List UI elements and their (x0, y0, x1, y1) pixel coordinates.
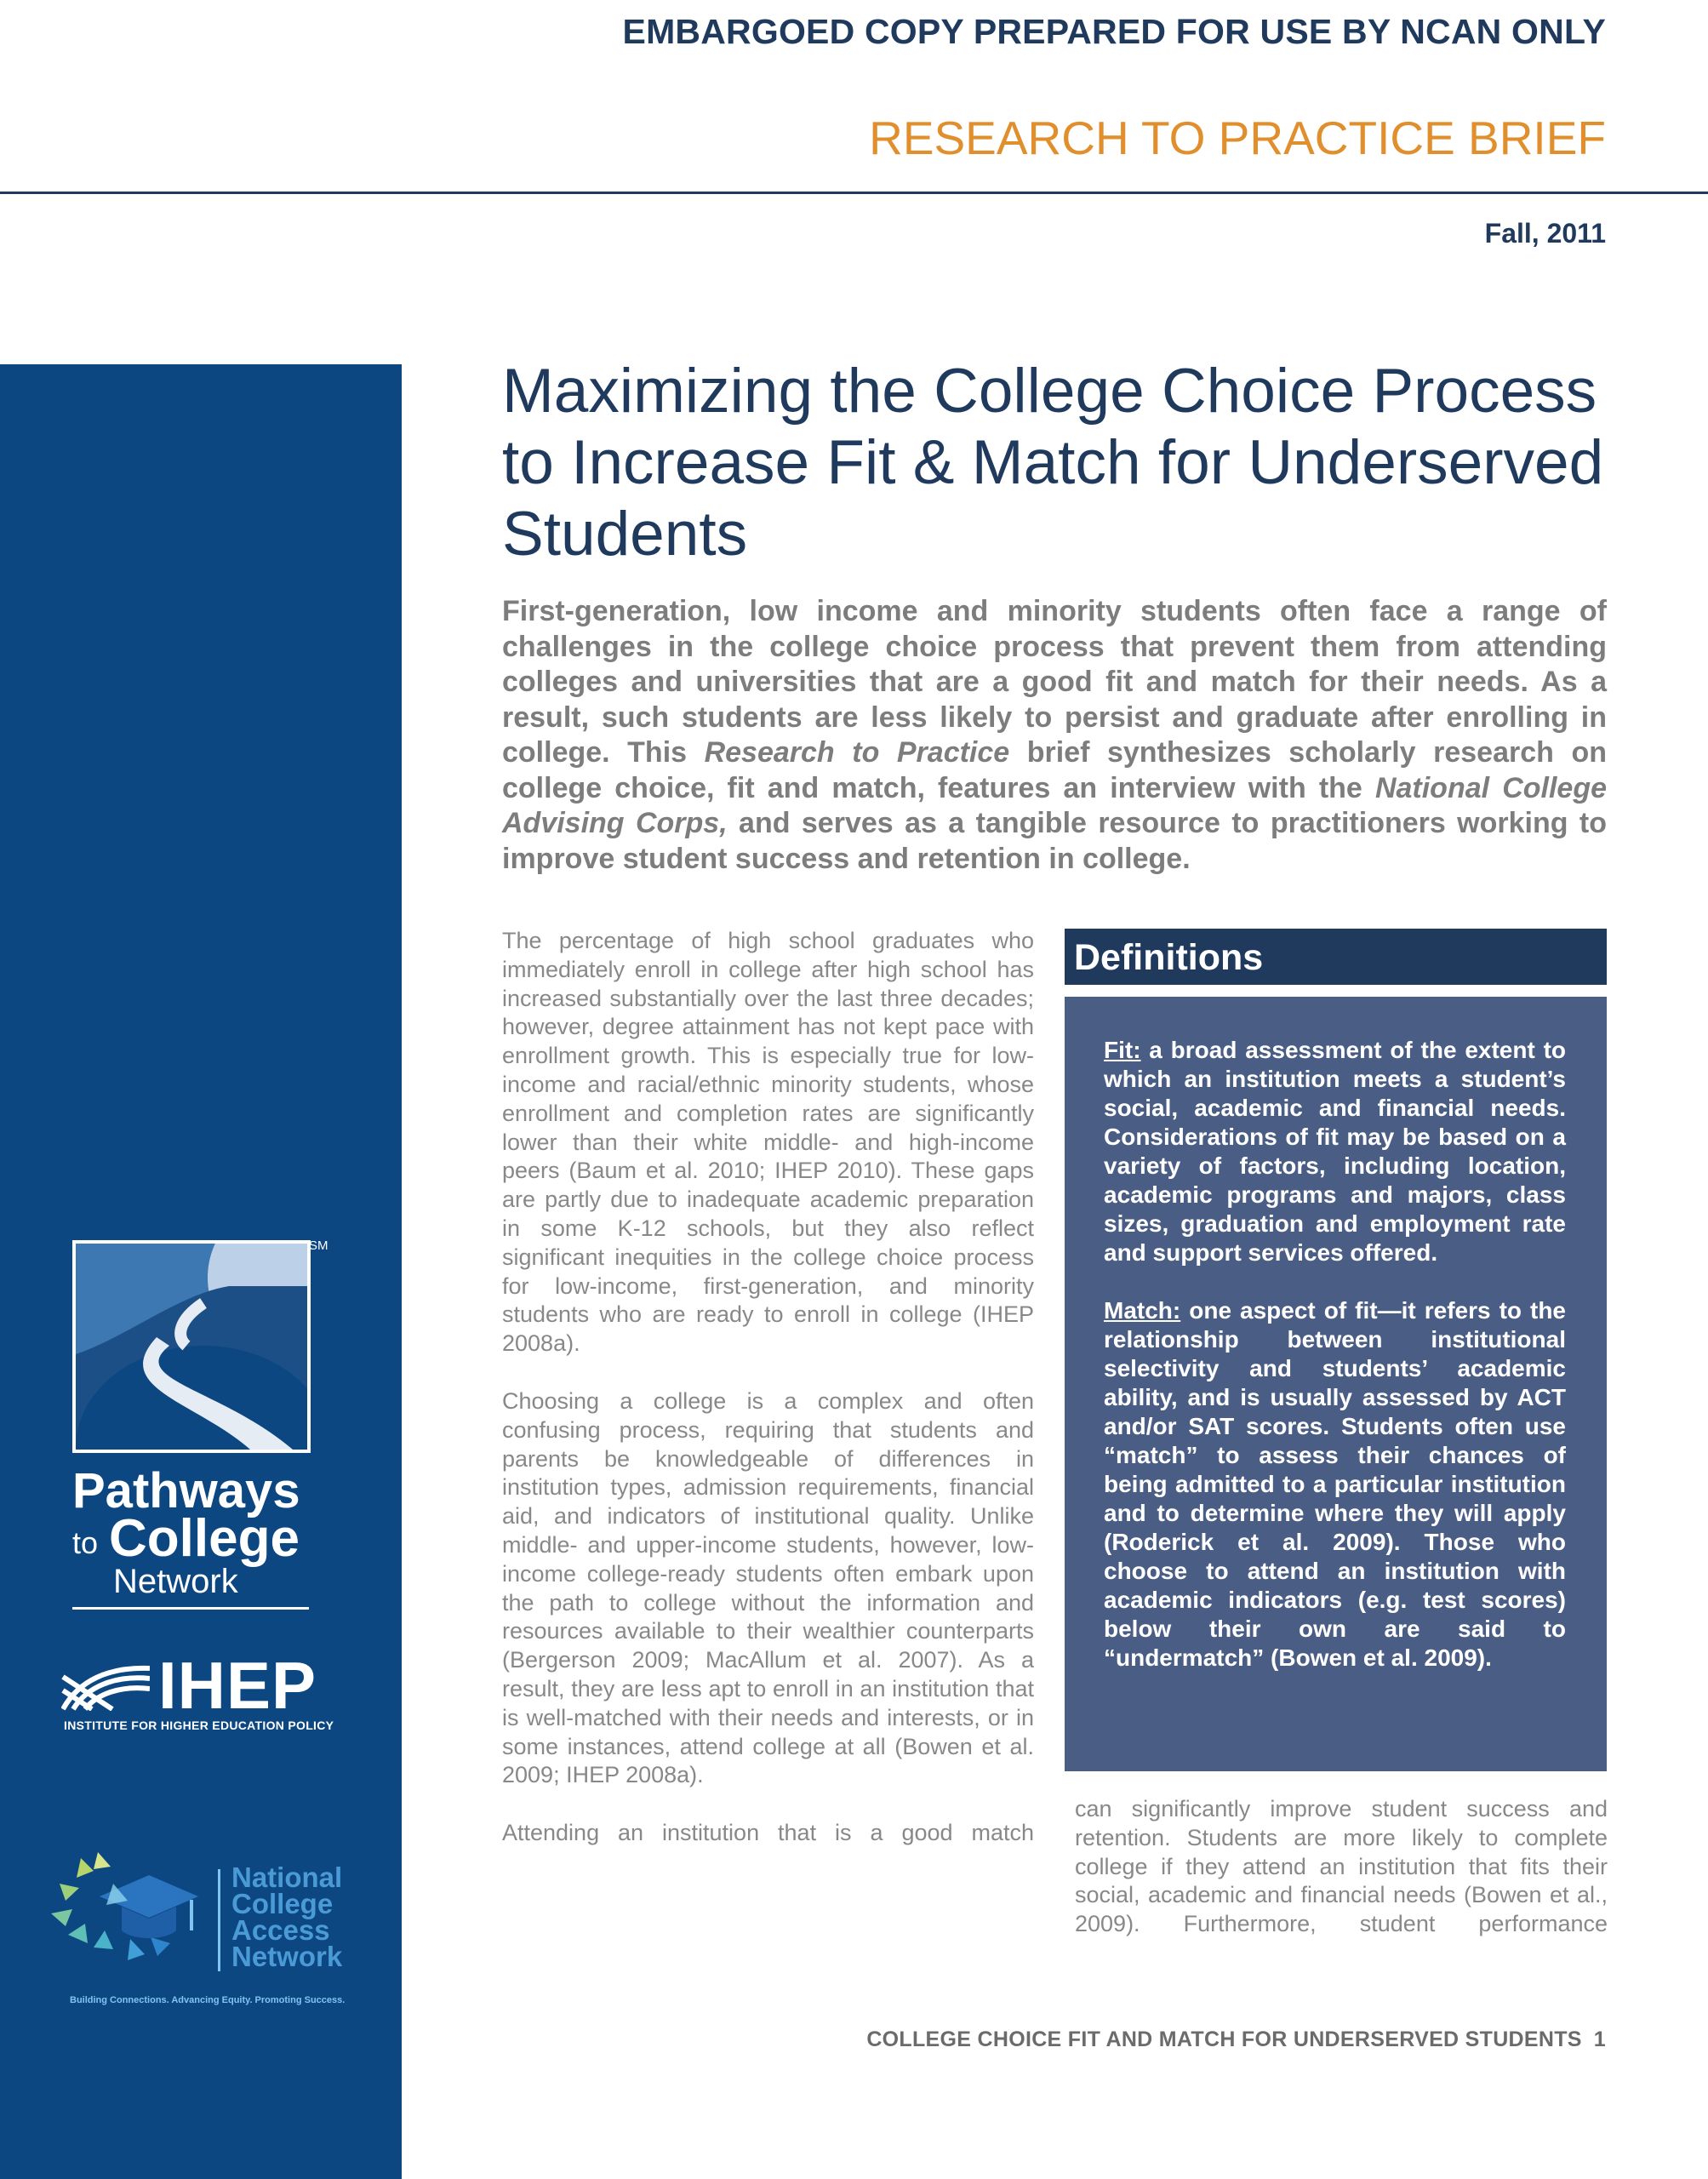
match-term: Match: (1104, 1297, 1181, 1324)
ihep-arches-icon (61, 1660, 150, 1711)
body-paragraph-2: Choosing a college is a complex and often confusing process, requiring that students and parents be knowledgeable of differences in institution types, admission requirements, financial aid, and indicators of institutional quality. Unlike middle- and upper-income students, however, low-income college-ready students often embark upon the path to college without the information and resources available to their wealthier counterparts (Bergerson 2009; MacAllum et al. 2007). As a result, they are less apt to enroll in an institution that is well-matched with their needs and interests, or in some instances, attend college at all (Bowen et al. 2009; IHEP 2008a). (502, 1387, 1034, 1788)
lede-text-2: brief synthesizes scholarly research on college choice, fit and match, features an interview with the (502, 736, 1607, 804)
body-paragraph-3: Attending an institution that is a good match (502, 1820, 1034, 1846)
lede-italic-2: National College Advising Corps, (502, 771, 1607, 839)
embargo-notice: EMBARGOED COPY PREPARED FOR USE BY NCAN ONLY (622, 12, 1606, 51)
pathways-to: to (72, 1525, 99, 1560)
body-left-column (502, 927, 1034, 1848)
fit-term: Fit: (1104, 1037, 1141, 1063)
ncan-tagline: Building Connections. Advancing Equity. Promoting Success. (70, 1995, 346, 2005)
arc-pattern-icon (0, 364, 402, 594)
definitions-spacer (1104, 1267, 1566, 1296)
ncan-divider (218, 1869, 220, 1971)
ncan-line-3: Access (231, 1914, 330, 1946)
definition-match (1104, 1296, 1566, 1673)
body-right-column: can significantly improve student success and retention. Students are more likely to complete college if they attend an institution that fits their social, academic and financial needs (Bowen et al., 2009). Furthermore, student performance (1075, 1796, 1608, 1937)
pathways-underline (72, 1607, 309, 1610)
publication-date: Fall, 2011 (1484, 218, 1606, 249)
ncan-line-4: Network (231, 1941, 343, 1972)
match-definition: one aspect of fit—it refers to the relationship between institutional selectivity and students’ academic ability, and is usually assessed by ACT and/or SAT scores. Students often use “match” to assess their chances of being admitted to a particular institution and to determine where they will apply (Roderick et al. 2009). Those who choose to attend an institution with academic indicators (e.g. test scores) below their own are said to “undermatch” (Bowen et al. 2009). (1104, 1297, 1566, 1671)
title-line-2: to Increase Fit & Match for Underserved (502, 428, 1604, 497)
page-footer (866, 2027, 1606, 2052)
page-number: 1 (1593, 2027, 1606, 2051)
pathways-road-icon (76, 1244, 307, 1450)
ncan-line-2: College (231, 1888, 334, 1919)
pathways-logo (72, 1240, 311, 1453)
pathways-network: Network (113, 1563, 238, 1600)
running-title: COLLEGE CHOICE FIT AND MATCH FOR UNDERSERVED STUDENTS (866, 2027, 1582, 2051)
definition-fit (1104, 1036, 1566, 1267)
series-title: RESEARCH TO PRACTICE BRIEF (869, 112, 1606, 164)
definitions-text (1104, 1036, 1566, 1673)
header-divider (0, 192, 1708, 194)
lede-paragraph (502, 594, 1607, 877)
fit-definition: a broad assessment of the extent to which an institution meets a student’s social, academic and financial needs. Considerations of fit may be based on a variety of factors, including location, academic programs and majors, class sizes, graduation and employment rate and support services offered. (1104, 1037, 1566, 1266)
ihep-subtitle: INSTITUTE FOR HIGHER EDUCATION POLICY (64, 1719, 334, 1732)
service-mark: SM (309, 1238, 328, 1253)
pathways-wordmark: Pathways (72, 1463, 300, 1518)
pathways-college: College (109, 1509, 300, 1568)
lede-italic-1: Research to Practice (704, 736, 1010, 769)
definitions-heading: Definitions (1074, 937, 1264, 978)
page-title (502, 356, 1608, 570)
ncan-wordmark (231, 1864, 342, 1970)
lede-text-1: First-generation, low income and minority students often face a range of challenges in the college choice process that prevent them from attending colleges and universities that are a good fit and match for their needs. As a result, such students are less likely to persist and graduate after enrolling in college. This (502, 595, 1607, 769)
lede-text-3: and serves as a tangible resource to practitioners working to improve student success and retention in college. (502, 807, 1607, 875)
body-paragraph-1: The percentage of high school graduates who immediately enroll in college after high school has increased substantially over the last three decades; however, degree attainment has not kept pace with enrollment growth. This is especially true for low-income and racial/ethnic minority students, whose enrollment and completion rates are significantly lower than their white middle- and high-income peers (Baum et al. 2010; IHEP 2010). These gaps are partly due to inadequate academic preparation in some K-12 schools, but they also reflect significant inequities in the college choice process for low-income, first-generation, and minority students who are ready to enroll in college (IHEP 2008a). (502, 928, 1034, 1357)
ncan-line-1: National (231, 1862, 343, 1893)
title-line-3: Students (502, 500, 748, 569)
title-line-1: Maximizing the College Choice Process (502, 357, 1597, 426)
ihep-wordmark: IHEP (158, 1648, 317, 1723)
ncan-graduation-cap-icon (47, 1845, 217, 1990)
